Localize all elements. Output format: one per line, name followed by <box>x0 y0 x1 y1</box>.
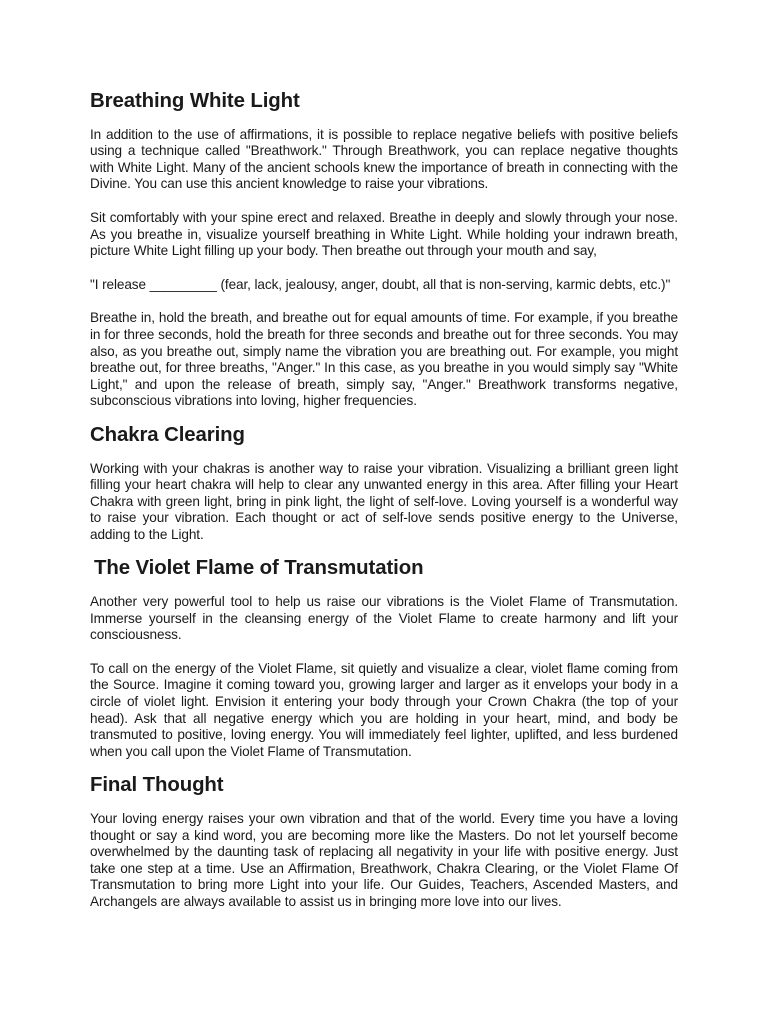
paragraph: "I release _________ (fear, lack, jealousy, anger, doubt, all that is non-serving, karmic debts, etc.)" <box>90 276 671 292</box>
paragraph: Working with your chakras is another way to raise your vibration. Visualizing a brilliant green light filling your heart chakra will help to clear any unwanted energy in this area. After filling your Heart Chakra with green light, bring in pink light, the light of self-love. Loving yourself is a wonderful way to raise your vibration. Each thought or act of self-love sends positive energy to the Universe, adding to the Light. <box>90 460 678 542</box>
section-heading-chakra-clearing: Chakra Clearing <box>90 423 245 446</box>
section-heading-breathing-white-light: Breathing White Light <box>90 90 300 112</box>
paragraph: Your loving energy raises your own vibration and that of the world. Every time you have a loving thought or say a kind word, you are becoming more like the Masters. Do not let yourself become overwhelmed by the daunting task of replacing all negativity in your life with positive energy. Just take one step at a time. Use an Affirmation, Breathwork, Chakra Clearing, or the Violet Flame Of Transmutation to bring more Light into your life. Our Guides, Teachers, Ascended Masters, and Archangels are always available to assist us in bringing more love into our lives. <box>90 811 678 909</box>
document-page <box>90 90 678 911</box>
section-heading-final-thought: Final Thought <box>90 774 224 797</box>
paragraph: In addition to the use of affirmations, it is possible to replace negative beliefs with positive beliefs using a technique called "Breathwork." Through Breathwork, you can replace negative thoughts with White Light. Many of the ancient schools knew the importance of breath in connecting with the Divine. You can use this ancient knowledge to raise your vibrations. <box>90 126 678 192</box>
paragraph: Breathe in, hold the breath, and breathe out for equal amounts of time. For example, if you breathe in for three seconds, hold the breath for three seconds and breathe out for three seconds. You may also, as you breathe out, simply name the vibration you are breathing out. For example, you might breathe out, for three breaths, "Anger." In this case, as you breathe in you would simply say "White Light," and upon the release of breath, simply say, "Anger." Breathwork transforms negative, subconscious vibrations into loving, higher frequencies. <box>90 310 678 409</box>
section-heading-violet-flame: The Violet Flame of Transmutation <box>94 557 424 580</box>
paragraph: To call on the energy of the Violet Flame, sit quietly and visualize a clear, violet flame coming from the Source. Imagine it coming toward you, growing larger and larger as it envelops your body in a circle of violet light. Envision it entering your body through your Crown Chakra (the top of your head). Ask that all negative energy which you are holding in your heart, mind, and body be transmuted to positive, loving energy. You will immediately feel lighter, uplifted, and less burdened when you call upon the Violet Flame of Transmutation. <box>90 660 678 759</box>
paragraph: Another very powerful tool to help us raise our vibrations is the Violet Flame of Transmutation. Immerse yourself in the cleansing energy of the Violet Flame to create harmony and lift your consciousness. <box>90 594 678 643</box>
paragraph: Sit comfortably with your spine erect and relaxed. Breathe in deeply and slowly through your nose. As you breathe in, visualize yourself breathing in White Light. While holding your indrawn breath, picture White Light filling up your body. Then breathe out through your mouth and say, <box>90 209 678 259</box>
